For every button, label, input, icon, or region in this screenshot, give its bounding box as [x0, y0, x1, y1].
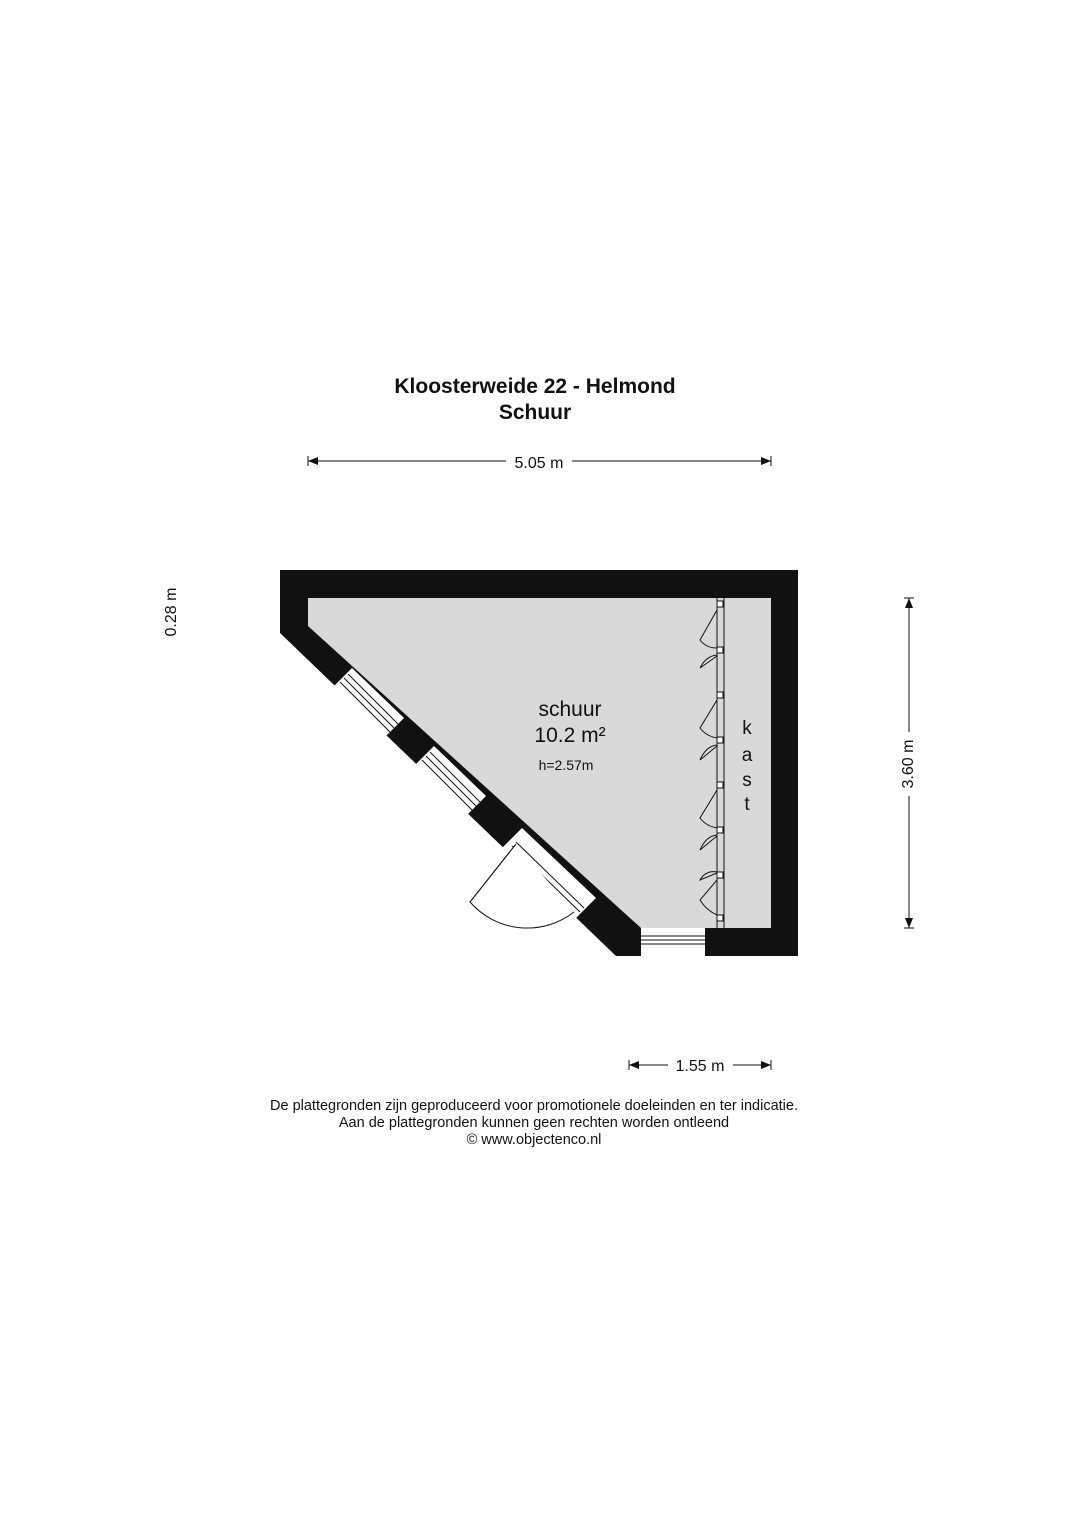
disclaimer-line-2: Aan de plattegronden kunnen geen rechten worden ontleend [338, 1115, 730, 1131]
room-area: 10.2 m² [534, 724, 606, 747]
disclaimer [200, 1098, 868, 1149]
room-name: schuur [538, 698, 602, 721]
copyright-line: © www.objectenco.nl [466, 1132, 602, 1148]
dimension-bottom-label: 1.55 m [675, 1058, 725, 1075]
closet-letter-k: k [742, 718, 752, 739]
dimension-left-label: 0.28 m [163, 587, 181, 637]
closet-letter-s: s [742, 770, 752, 791]
closet-letter-t: t [744, 794, 750, 815]
address-title: Kloosterweide 22 - Helmond [394, 375, 676, 398]
closet-letter-a: a [741, 745, 753, 766]
disclaimer-line-1: De plattegronden zijn geproduceerd voor promotionele doeleinden en ter indicatie. [270, 1098, 798, 1114]
dimension-top-label: 5.05 m [514, 455, 564, 472]
floor-title: Schuur [498, 401, 572, 424]
dimension-right-label: 3.60 m [900, 739, 918, 789]
room-height: h=2.57m [538, 757, 594, 773]
window-gap-bottom [641, 928, 705, 956]
